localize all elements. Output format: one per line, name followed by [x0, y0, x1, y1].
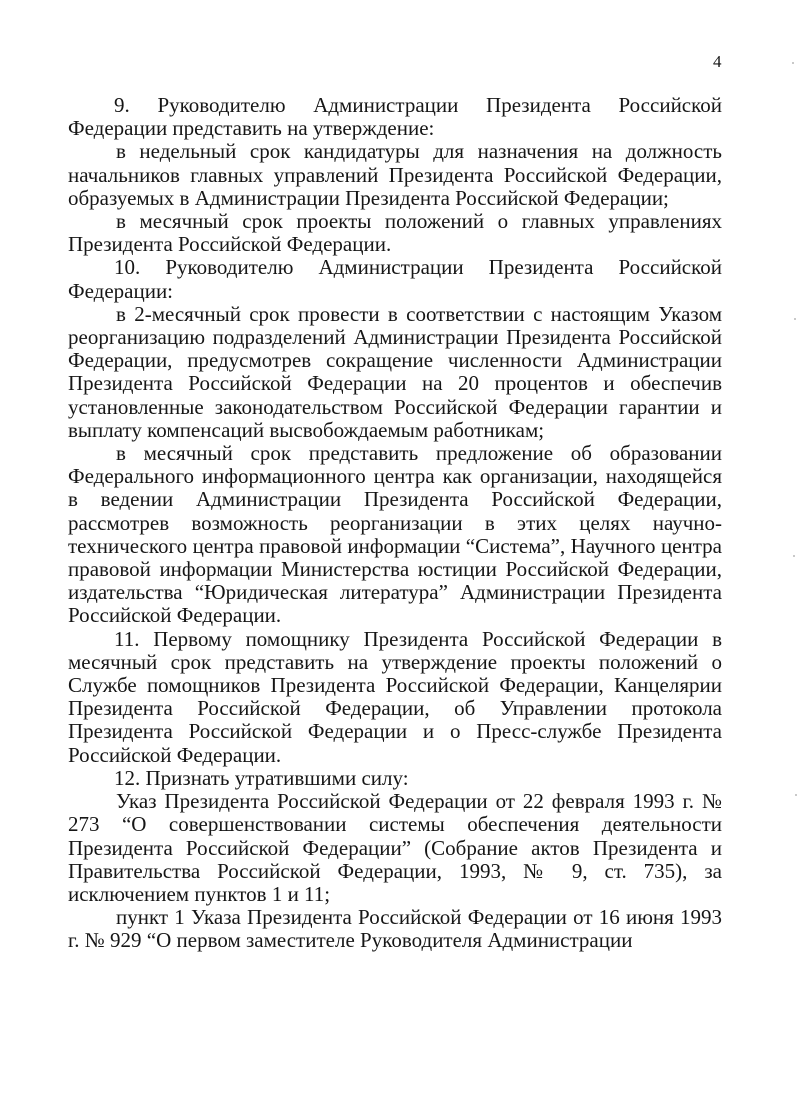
paragraph-item-9: 9. Руководителю Администрации Президента Российской Федерации представить на утверждение: [68, 93, 722, 141]
scan-speck [795, 794, 797, 796]
paragraph-item-12-subitem-1: Указ Президента Российской Федерации от 22 февраля 1993 г. № 273 “О совершенствовании системы обеспечения деятельности Президента Российской Федерации” (Собрание актов Президента и Правительства Российской Федерации, 1993, № 9, ст. 735), за исключением пунктов 1 и 11; [68, 789, 722, 906]
page-number: 4 [713, 52, 722, 71]
scan-speck [793, 555, 795, 557]
paragraph-item-12: 12. Признать утратившими силу: [114, 765, 409, 790]
paragraph-item-9-subitem-2: в месячный срок проекты положений о главных управлениях Президента Российской Федерации. [68, 209, 722, 257]
paragraph-item-12-subitem-2: пункт 1 Указа Президента Российской Федерации от 16 июня 1993 г. № 929 “О первом заместителе Руководителя Администрации [68, 905, 722, 953]
paragraph-item-10-subitem-2: в месячный срок представить предложение об образовании Федерального информационного центра как организации, находящейся в ведении Администрации Президента Российской Федерации, рассмотрев возможность реорганизации в этих целях научно-технического центра правовой информации “Система”, Научного центра правовой информации Министерства юстиции Российской Федерации, издательства “Юридическая литература” Администрации Президента Российской Федерации. [68, 441, 722, 628]
scan-speck [794, 318, 796, 320]
paragraph-item-11: 11. Первому помощнику Президента Российской Федерации в месячный срок представить на утверждение проекты положений о Службе помощников Президента Российской Федерации, Канцелярии Президента Российской Федерации, об Управлении протокола Президента Российской Федерации и о Пресс-службе Президента Российской Федерации. [68, 626, 722, 767]
paragraph-item-10: 10. Руководителю Администрации Президента Российской Федерации: [68, 255, 722, 303]
scan-speck [792, 62, 794, 64]
paragraph-item-9-subitem-1: в недельный срок кандидатуры для назначения на должность начальников главных управлений Президента Российской Федерации, образуемых в Администрации Президента Российской Федерации; [68, 139, 722, 210]
paragraph-item-10-subitem-1: в 2-месячный срок провести в соответствии с настоящим Указом реорганизацию подразделений Администрации Президента Российской Федерации, предусмотрев сокращение численности Администрации Президента Российской Федерации на 20 процентов и обеспечив установленные законодательством Российской Федерации гарантии и выплату компенсаций высвобождаемым работникам; [68, 301, 722, 442]
document-body [68, 94, 722, 953]
